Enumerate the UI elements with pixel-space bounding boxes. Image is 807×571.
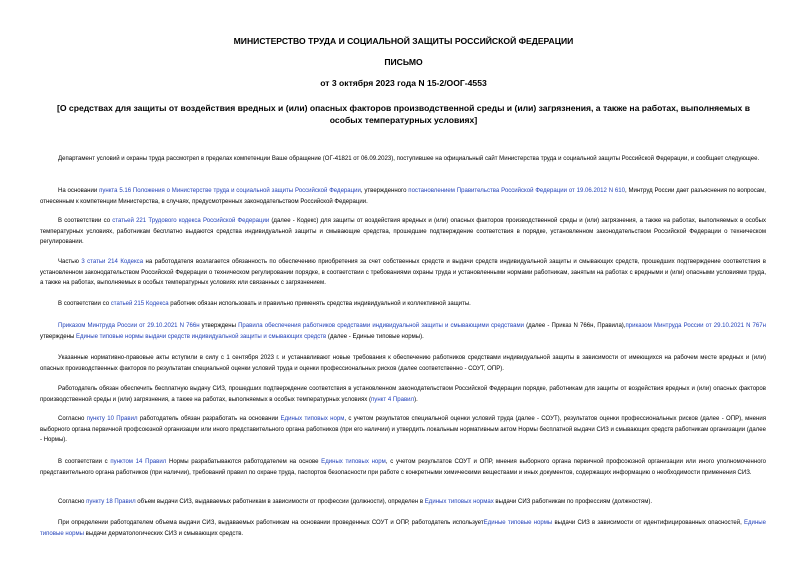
text: Работодатель обязан обеспечить бесплатную выдачу СИЗ, прошедших подтверждение соответствия в установленном законодательством Российской Федерации порядке, работникам для защиты от воздействия вредных и (или) опасных факторов производственной среды и (или) загрязнения, а также на работах, выполняемых в особых температурных условиях ( xyxy=(40,386,766,403)
text: Согласно xyxy=(58,416,87,422)
link-unified-norms[interactable]: Единые типовые нормы xyxy=(40,520,766,537)
text: При определении работодателем объема выдачи СИЗ, выдаваемых работникам на основании проведенных СОУТ и ОПР, работодатель использует xyxy=(58,520,484,526)
text: Нормы разрабатываются работодателем на основе xyxy=(166,459,322,465)
text: утверждены xyxy=(199,323,239,329)
text: , утвержденного xyxy=(360,188,409,194)
link-order-767n[interactable]: приказом Минтруда России от 29.10.2021 N 767н xyxy=(625,323,766,329)
text: ). xyxy=(414,396,418,403)
paragraph-8 xyxy=(40,384,766,405)
paragraph-2 xyxy=(40,186,766,207)
text: работодатель обязан разработать на основании xyxy=(137,416,281,422)
link-unified-norms[interactable]: Единые типовые нормы xyxy=(483,520,553,526)
link-unified-norms[interactable]: Единых типовых нормах xyxy=(424,499,494,505)
link-unified-norms[interactable]: Единых типовых норм xyxy=(321,459,386,465)
text: Указанные нормативно-правовые акты вступили в силу с 1 сентября 2023 г. и устанавливают новые требования к обеспечению работников средствами индивидуальной защиты в зависимости от имеющихся на рабочем месте вредных и (или) опасных производственных факторов по результатам специальной оценки условий труда и оценки профессиональных рисков (далее соответственно - СОУТ, ОПР). xyxy=(40,355,766,372)
paragraph-12 xyxy=(40,518,766,539)
text: , с учетом результатов СОУТ и ОПР, мнения выборного органа первичной профсоюзной организации или иного уполномоченного представительного органа работников (при наличии), требований правил по охране труда, паспортов безопасности при работе с конкретными химическими веществами и иных документов, содержащих информацию о необходимости применения СИЗ. xyxy=(40,459,766,476)
text: Согласно xyxy=(58,499,87,505)
link-unified-norms[interactable]: Единых типовых норм xyxy=(280,416,345,422)
paragraph-10 xyxy=(40,457,766,478)
link-rules-point-10[interactable]: пункту 10 Правил xyxy=(86,416,138,422)
paragraph-3 xyxy=(40,216,766,248)
link-code-article-214[interactable]: 3 статьи 214 Кодекса xyxy=(81,259,144,265)
text: Департамент условий и охраны труда рассмотрел в пределах компетенции Ваше обращение (ОГ-41821 от 06.09.2023), поступившее на официальный сайт Министерства труда и социальной защиты Российской Федерации, и сообщает следующее. xyxy=(58,156,760,162)
paragraph-6 xyxy=(40,321,766,342)
text: Частью xyxy=(58,259,82,265)
paragraph-5 xyxy=(40,299,766,310)
link-rules-point-14[interactable]: пунктом 14 Правил xyxy=(110,459,167,465)
text: , Минтруд России дает разъяснения по вопросам, отнесенным к компетенции Министерства, в случаях, предусмотренных законодательством Российской Федерации. xyxy=(40,188,766,205)
text: В соответствии с xyxy=(58,459,111,465)
document-date: от 3 октября 2023 года N 15-2/ООГ-4553 xyxy=(320,78,487,88)
text: (далее - Кодекс) для защиты от воздействия вредных и (или) опасных факторов производственной среды и (или) загрязнения, а также на работах, выполняемых в особых температурных условиях, работникам бесплатно выдаются средства индивидуальной защиты и смывающие средства, прошедшие подтверждение соответствия в порядке, установленном законодательством Российской Федерации о техническом регулировании. xyxy=(40,218,766,246)
link-labor-code-article-221[interactable]: статьей 221 Трудового кодекса Российской Федерации xyxy=(112,218,270,224)
link-code-article-215[interactable]: статьей 215 Кодекса xyxy=(110,301,169,307)
text: объем выдачи СИЗ, выдаваемых работникам в зависимости от профессии (должности), определен в xyxy=(135,499,425,505)
text: выдачи дерматологических СИЗ и смывающих средств. xyxy=(83,530,244,537)
link-order-766n[interactable]: Приказом Минтруда России от 29.10.2021 N 766н xyxy=(58,323,200,329)
text: выдачи СИЗ в зависимости от идентифицированных опасностей, xyxy=(552,520,744,526)
document-subject: [О средствах для защиты от воздействия вредных и (или) опасных факторов производственной среды и (или) загрязнения, а также на работах, выполняемых в особых температурных условиях] xyxy=(57,103,750,125)
text: работник обязан использовать и правильно применять средства индивидуальной и коллективной защиты. xyxy=(168,301,471,307)
link-ppe-rules[interactable]: Правила обеспечения работников средствами индивидуальной защиты и смывающими средствами xyxy=(238,323,525,329)
link-government-decree-610[interactable]: постановлением Правительства Российской Федерации от 19.06.2012 N 610 xyxy=(408,188,625,194)
text: утверждены xyxy=(40,333,76,340)
document-type: ПИСЬМО xyxy=(384,57,423,67)
paragraph-4 xyxy=(40,257,766,289)
paragraph-11 xyxy=(40,497,766,508)
text: выдачи СИЗ работникам по профессиям (должностям). xyxy=(493,499,653,505)
paragraph-9 xyxy=(40,414,766,446)
link-rules-point-4[interactable]: пункт 4 Правил xyxy=(371,396,415,403)
text: на работодателя возлагается обязанность по обеспечению приобретения за счет собственных средств и выдачи средств индивидуальной защиты и смывающих средств, прошедших подтверждение соответствия в установленном законодательством Российской Федерации о техническом регулировании порядке, в соответствии с требованиями охраны труда и установленными нормами работникам, занятым на работах с вредными и (или) опасными условиями труда, а также на работах, выполняемых в особых температурных условиях или связанных с загрязнением. xyxy=(40,259,766,287)
link-unified-standard-norms[interactable]: Единые типовые нормы выдачи средств индивидуальной защиты и смывающих средств xyxy=(75,333,327,340)
text: В соответствии со xyxy=(58,218,113,224)
link-regulation-ministry[interactable]: пункта 5.16 Положения о Министерстве труда и социальной защиты Российской Федерации xyxy=(99,188,361,194)
paragraph-1 xyxy=(40,154,766,165)
link-rules-point-18[interactable]: пункту 18 Правил xyxy=(86,499,136,505)
ministry-heading: МИНИСТЕРСТВО ТРУДА И СОЦИАЛЬНОЙ ЗАЩИТЫ РОССИЙСКОЙ ФЕДЕРАЦИИ xyxy=(233,36,574,46)
paragraph-7 xyxy=(40,353,766,374)
text: В соответствии со xyxy=(58,301,111,307)
text: , с учетом результатов специальной оценки условий труда (далее - СОУТ), результатов оценки профессиональных рисков (далее - ОПР), мнения выборного органа первичной профсоюзной организации или иного представительного органа работников (при его наличии) и утвердить локальным нормативным актом Нормы бесплатной выдачи СИЗ и смывающих средств работникам организации (далее - Нормы). xyxy=(40,416,766,444)
text: На основании xyxy=(58,188,100,194)
text: (далее - Единые типовые нормы). xyxy=(326,333,424,340)
text: (далее - Приказ N 766н, Правила), xyxy=(524,323,626,329)
